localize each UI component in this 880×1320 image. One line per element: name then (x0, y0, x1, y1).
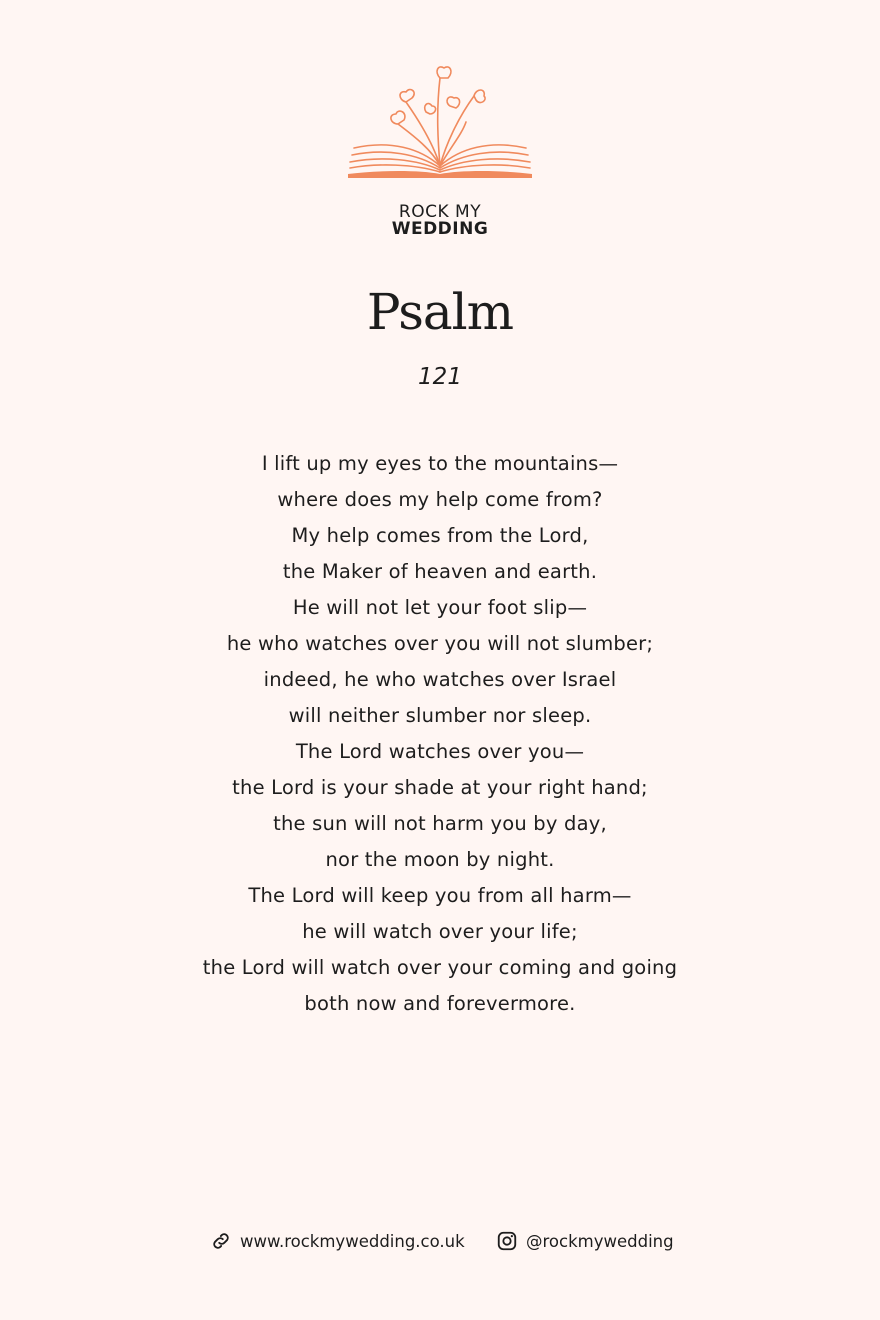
poem-line: I lift up my eyes to the mountains— (261, 452, 619, 475)
poem-line: the sun will not harm you by day, (273, 812, 607, 835)
poem-line: he will watch over your life; (302, 920, 578, 943)
poem-line: both now and forevermore. (304, 992, 576, 1015)
instagram-handle[interactable]: @rockmywedding (526, 1231, 674, 1251)
website-url[interactable]: www.rockmywedding.co.uk (240, 1231, 465, 1251)
poem-text (0, 446, 880, 1022)
website-link[interactable] (210, 1228, 465, 1254)
brand-name-line1: ROCK MY (398, 202, 482, 222)
instagram-link[interactable] (496, 1228, 674, 1254)
poem-line: the Maker of heaven and earth. (282, 560, 598, 583)
poem-line: where does my help come from? (277, 488, 603, 511)
instagram-icon (496, 1230, 518, 1252)
poem-line: The Lord watches over you— (295, 740, 585, 763)
brand-name-line2: WEDDING (391, 219, 489, 239)
link-icon (210, 1230, 232, 1252)
poem-line: nor the moon by night. (325, 848, 555, 871)
poem-line: He will not let your foot slip— (292, 596, 588, 619)
poem-line: he who watches over you will not slumber; (226, 632, 654, 655)
poem-line: the Lord is your shade at your right hand; (232, 776, 648, 799)
poem-line: My help comes from the Lord, (291, 524, 589, 547)
open-book-flowers-logo-icon (340, 62, 540, 186)
psalm-number: 121 (418, 364, 462, 390)
poem-line: the Lord will watch over your coming and going (202, 956, 678, 979)
poem-line: indeed, he who watches over Israel (263, 668, 617, 691)
page-title: Psalm (366, 283, 514, 341)
poem-line: will neither slumber nor sleep. (288, 704, 592, 727)
poem-line: The Lord will keep you from all harm— (248, 884, 632, 907)
